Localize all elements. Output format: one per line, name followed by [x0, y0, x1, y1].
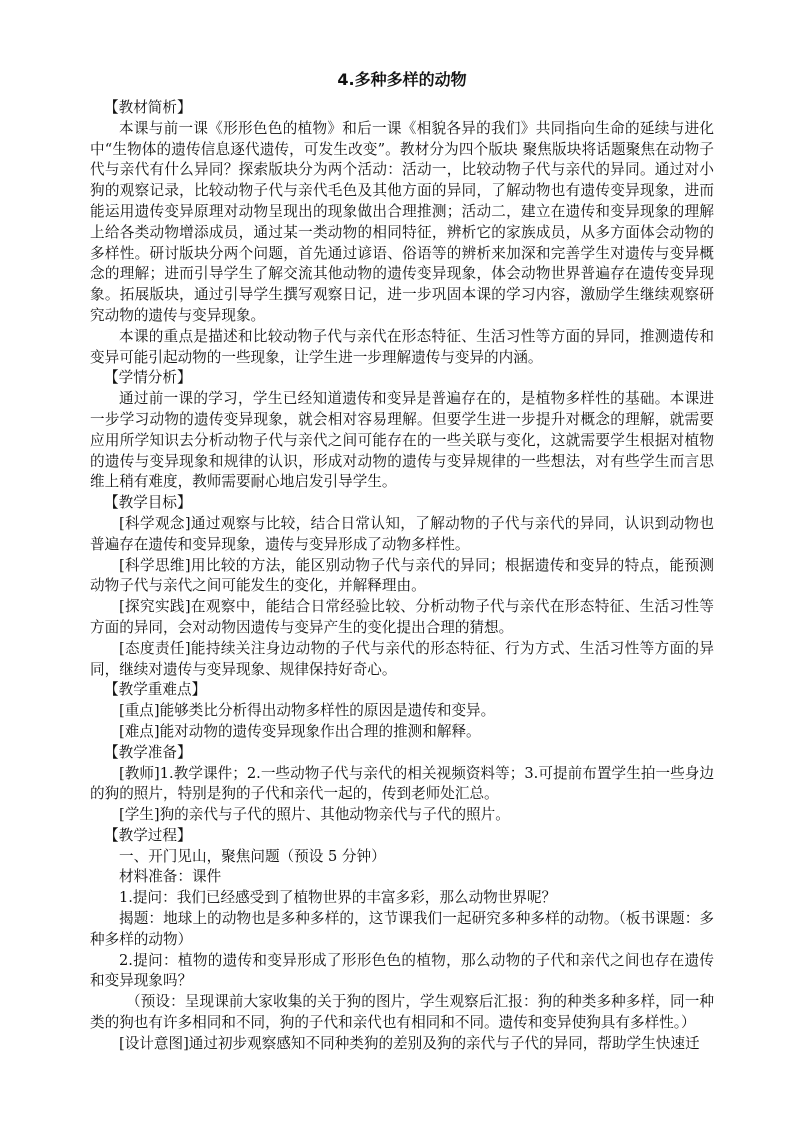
document-page [90, 68, 714, 1055]
paragraph: [学生]狗的亲代与子代的照片、其他动物亲代与子代的照片。 [119, 806, 510, 824]
paragraph: [难点]能对动物的遗传变异现象作出合理的推测和解释。 [119, 722, 481, 740]
section-heading: 【教学重难点】 [104, 681, 207, 699]
paragraph: [科学观念]通过观察与比较，结合日常认知，了解动物的子代与亲代的异同，认识到动物也普遍存在遗传和变异现象，遗传与变异形成了动物多样性。 [90, 514, 714, 553]
paragraph: 本课的重点是描述和比较动物子代与亲代在形态特征、生活习性等方面的异同，推测遗传和变异可能引起动物的一些现象，让学生进一步理解遗传与变异的内涵。 [90, 327, 714, 366]
paragraph: [探究实践]在观察中，能结合日常经验比较、分析动物子代与亲代在形态特征、生活习性等方面的异同，会对动物因遗传与变异产生的变化提出合理的猜想。 [90, 598, 714, 636]
paragraph: 揭题：地球上的动物也是多种多样的，这节课我们一起研究多种多样的动物。（板书课题：多种多样的动物） [90, 910, 714, 948]
paragraph: [设计意图]通过初步观察感知不同种类狗的差别及狗的亲代与子代的异同，帮助学生快速迁 [119, 1034, 700, 1052]
section-heading: 【教材简析】 [104, 99, 192, 116]
paragraph: [重点]能够类比分析得出动物多样性的原因是遗传和变异。 [119, 702, 496, 720]
paragraph: 本课与前一课《形形色色的植物》和后一课《相貌各异的我们》共同指向生命的延续与进化中“生物体的遗传信息逐代遗传，可发生改变”。教材分为四个版块 聚焦版块将话题聚焦在动物子代与亲代有什么异同？探索版块分为两个活动：活动一，比较动物子代与亲代的异同。通过对小狗的观察记录，比较动物子代与亲代毛色及其他方面的异同，了解动物也有遗传变异现象，进而能运用遗传变异原理对动物呈现出的现象做出合理推测；活动二，建立在遗传和变异现象的理解上给各类动物增添成员，通过某一类动物的相同特征，辨析它的家族成员，从多方面体会动物的多样性。研讨版块分两个问题，首先通过谚语、俗语等的辨析来加深和完善学生对遗传与变异概念的理解；进而引导学生了解交流其他动物的遗传变异现象，体会动物世界普遍存在遗传变异现象。拓展版块，通过引导学生撰写观察日记，进一步巩固本课的学习内容，激励学生继续观察研究动物的遗传与变异现象。 [90, 119, 714, 324]
section-heading: 【教学过程】 [104, 826, 192, 844]
paragraph: 材料准备：课件 [119, 868, 222, 886]
paragraph: 通过前一课的学习，学生已经知道遗传和变异是普遍存在的，是植物多样性的基础。本课进一步学习动物的遗传变异现象，就会相对容易理解。但要学生进一步提升对概念的理解，就需要应用所学知识去分析动物子代与亲代之间可能存在的一些关联与变化，这就需要学生根据对植物的遗传与变异现象和规律的认识，形成对动物的遗传与变异规律的一些想法，对有些学生而言思维上稍有难度，教师需要耐心地启发引导学生。 [90, 390, 714, 491]
section-heading: 【学情分析】 [104, 369, 192, 387]
paragraph: 1.提问：我们已经感受到了植物世界的丰富多彩，那么动物世界呢？ [119, 889, 557, 907]
paragraph: [态度责任]能持续关注身边动物的子代与亲代的形态特征、行为方式、生活习性等方面的异同，继续对遗传与变异现象、规律保持好奇心。 [90, 639, 714, 678]
paragraph: 2.提问：植物的遗传和变异形成了形形色色的植物，那么动物的子代和亲代之间也存在遗传和变异现象吗？ [90, 951, 714, 990]
paragraph: （预设：呈现课前大家收集的关于狗的图片，学生观察后汇报：狗的种类多种多样，同一种类的狗也有许多相同和不同，狗的子代和亲代也有相同和不同。遗传和变异使狗具有多样性。） [90, 993, 714, 1032]
section-heading: 【教学目标】 [104, 494, 192, 512]
page-title: 4.多种多样的动物 [337, 70, 467, 89]
paragraph: [科学思维]用比较的方法，能区别动物子代与亲代的异同；根据遗传和变异的特点，能预测动物子代与亲代之间可能发生的变化，并解释理由。 [90, 556, 714, 595]
document-body [90, 98, 714, 1055]
section-heading: 【教学准备】 [104, 743, 192, 761]
paragraph: [教师]1.教学课件；2.一些动物子代与亲代的相关视频资料等；3.可提前布置学生拍一些身边的狗的照片，特别是狗的子代和亲代一起的，传到老师处汇总。 [90, 764, 714, 803]
paragraph: 一、开门见山，聚焦问题（预设 5 分钟） [119, 847, 386, 865]
